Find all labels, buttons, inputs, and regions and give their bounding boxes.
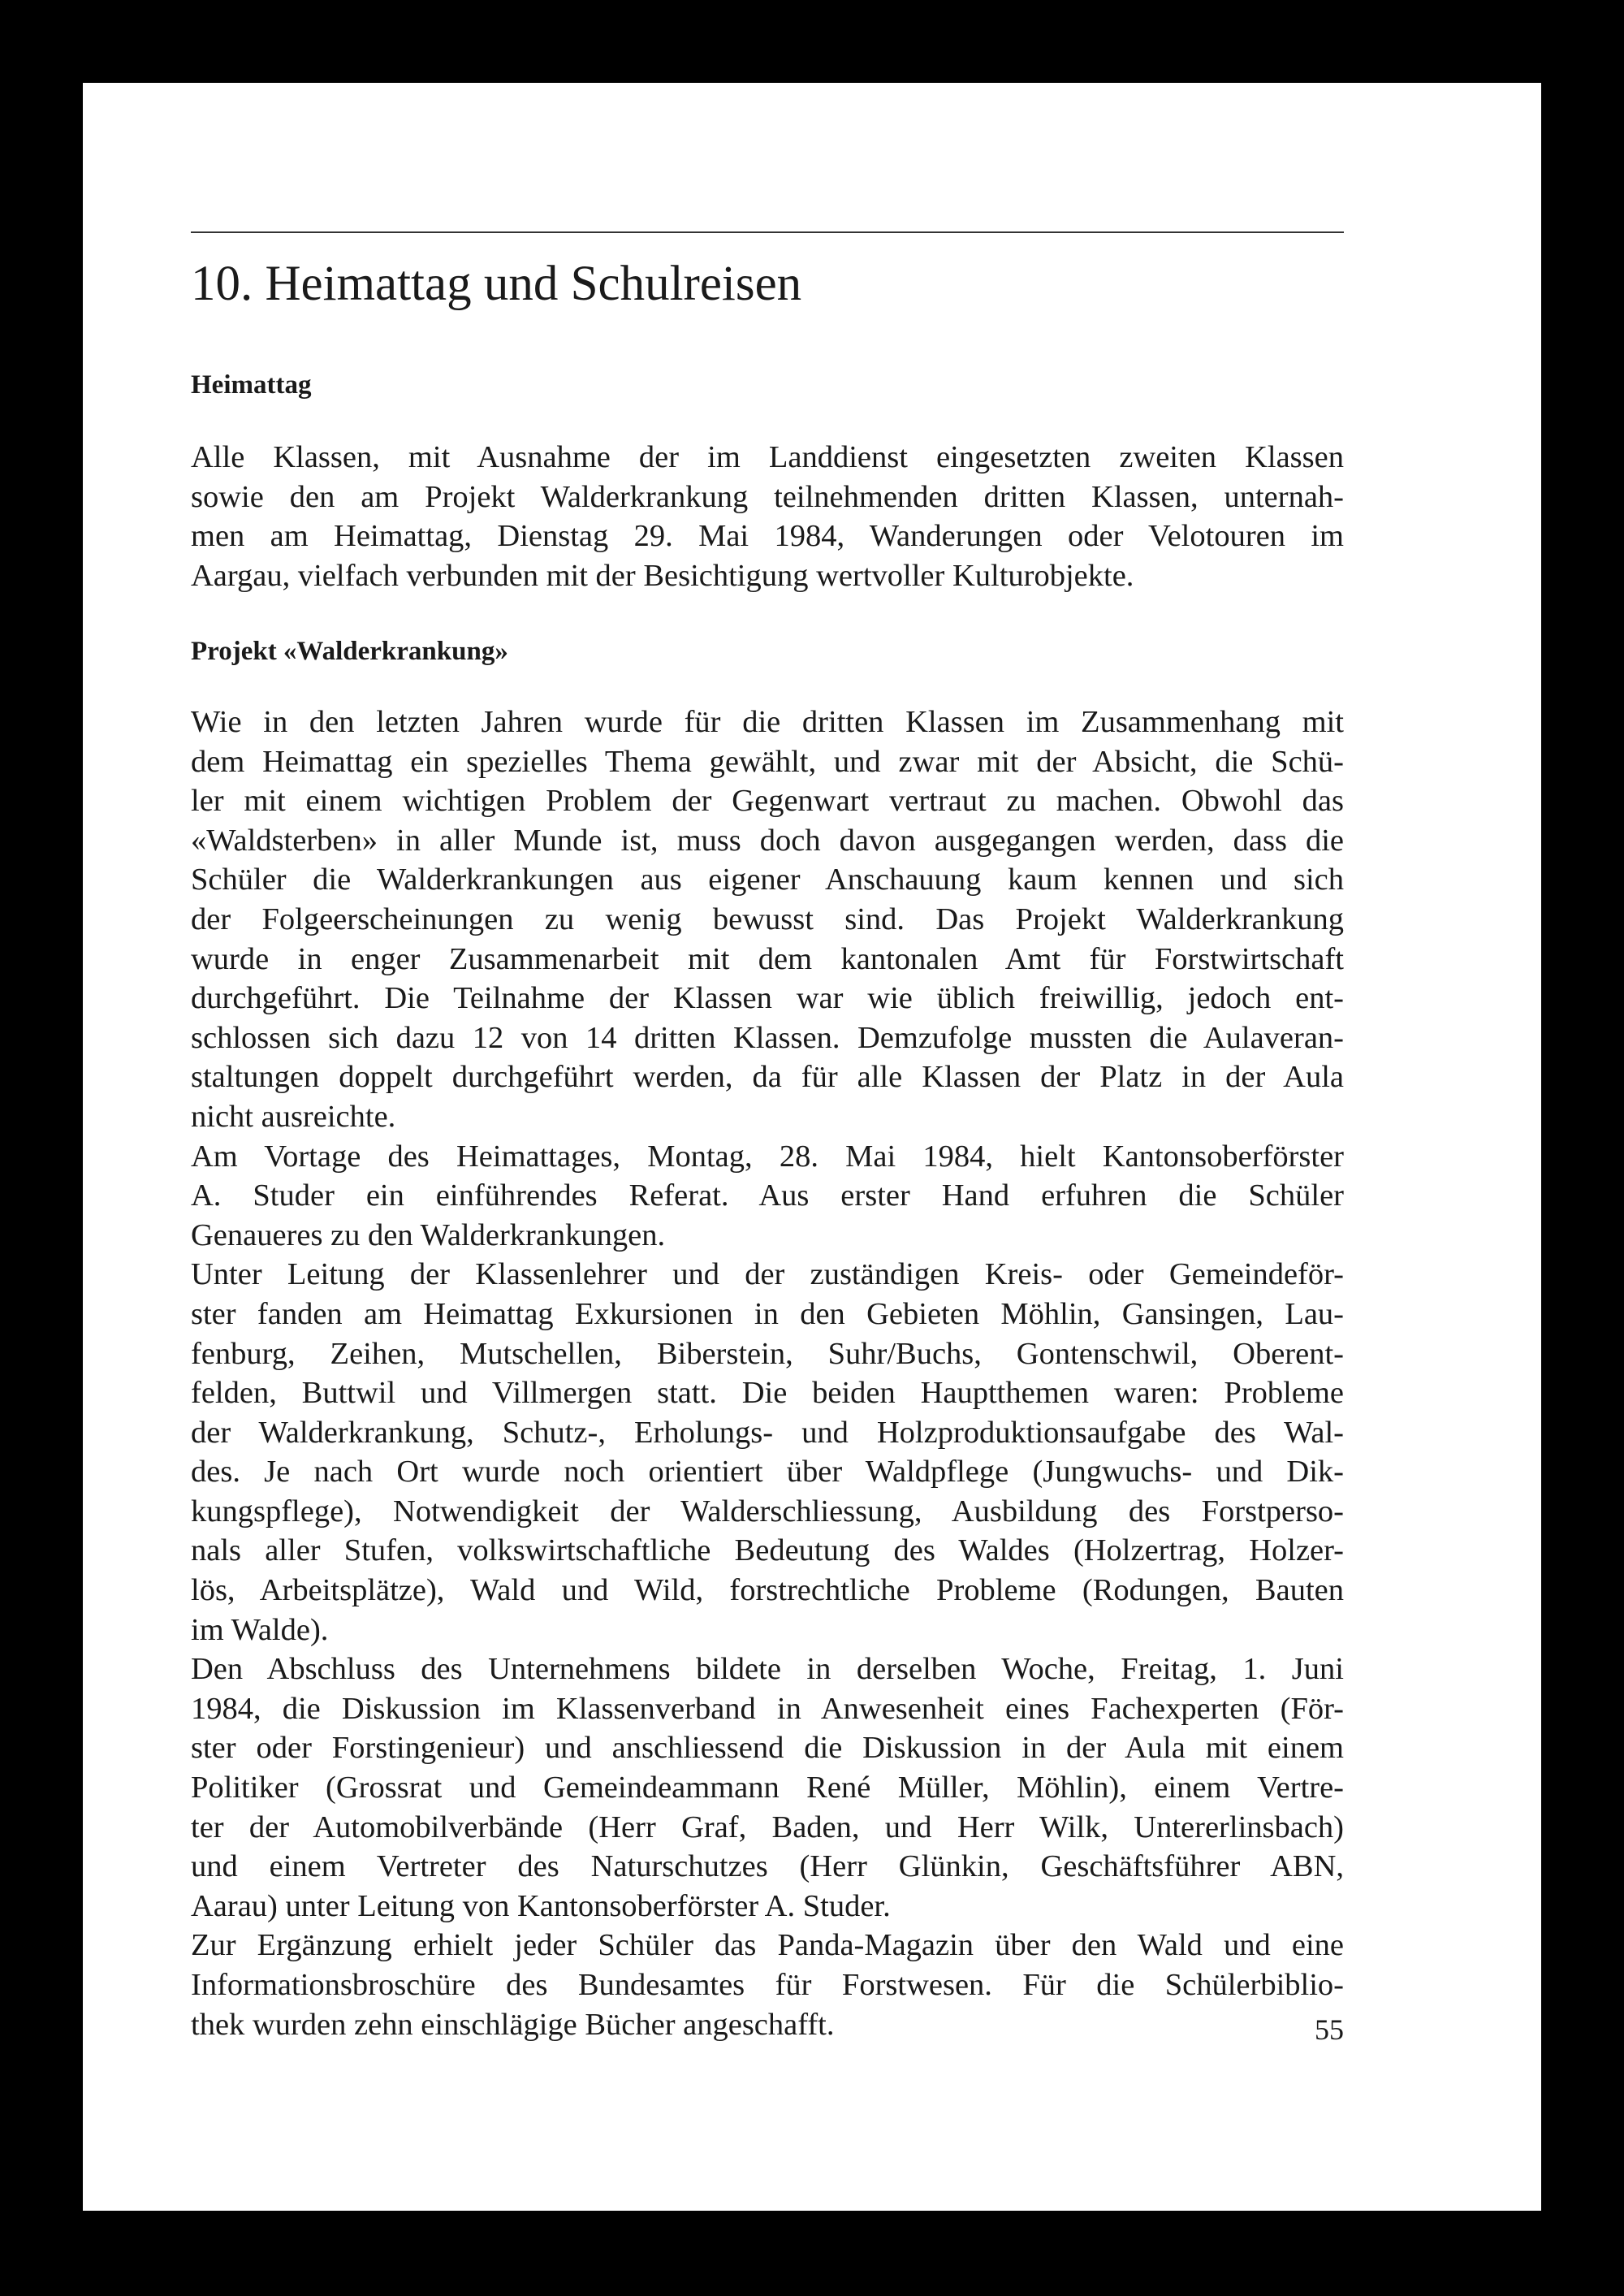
chapter-rule: [191, 231, 1344, 233]
text-line: Schüler die Walderkrankungen aus eigener Anschauung kaum kennen und sich: [191, 863, 1344, 897]
text-line: Zur Ergänzung erhielt jeder Schüler das Panda-Magazin über den Wald und eine: [191, 1928, 1344, 1963]
text-line: Unter Leitung der Klassenlehrer und der zuständigen Kreis- oder Gemeindeför-: [191, 1257, 1344, 1292]
text-line: staltungen doppelt durchgeführt werden, da für alle Klassen der Platz in der Aula: [191, 1060, 1344, 1095]
text-line: dem Heimattag ein spezielles Thema gewählt, und zwar mit der Absicht, die Schü-: [191, 744, 1344, 779]
text-line: Aarau) unter Leitung von Kantonsoberförster A. Studer.: [191, 1888, 891, 1923]
text-line: Genaueres zu den Walderkrankungen.: [191, 1217, 666, 1252]
text-line: thek wurden zehn einschlägige Bücher angeschafft.: [191, 2007, 835, 2042]
chapter-title: 10. Heimattag und Schulreisen: [191, 257, 802, 311]
section-heading-heimattag: Heimattag: [191, 370, 312, 400]
text-line: ler mit einem wichtigen Problem der Gegenwart vertraut zu machen. Obwohl das: [191, 784, 1344, 819]
page-number: 55: [1315, 2013, 1344, 2046]
text-line: der Walderkrankung, Schutz-, Erholungs- und Holzproduktionsaufgabe des Wal-: [191, 1415, 1344, 1450]
text-line: lös, Arbeitsplätze), Wald und Wild, forstrechtliche Probleme (Rodungen, Bauten: [191, 1573, 1344, 1608]
text-line: A. Studer ein einführendes Referat. Aus erster Hand erfuhren die Schüler: [191, 1178, 1344, 1213]
text-line: ster fanden am Heimattag Exkursionen in den Gebieten Möhlin, Gansingen, Lau-: [191, 1296, 1344, 1331]
text-line: Aargau, vielfach verbunden mit der Besichtigung wertvoller Kulturobjekte.: [191, 558, 1134, 593]
text-line: Den Abschluss des Unternehmens bildete in derselben Woche, Freitag, 1. Juni: [191, 1652, 1344, 1687]
text-line: wurde in enger Zusammenarbeit mit dem kantonalen Amt für Forstwirtschaft: [191, 941, 1344, 976]
text-line: kungspflege), Notwendigkeit der Walderschliessung, Ausbildung des Forstperso-: [191, 1494, 1344, 1529]
text-line: Informationsbroschüre des Bundesamtes für Forstwesen. Für die Schülerbiblio-: [191, 1968, 1344, 2002]
text-line: nals aller Stufen, volkswirtschaftliche Bedeutung des Waldes (Holzertrag, Holzer-: [191, 1533, 1344, 1568]
paragraph-heimattag: [191, 438, 1344, 595]
text-line: und einem Vertreter des Naturschutzes (Herr Glünkin, Geschäftsführer ABN,: [191, 1849, 1344, 1884]
paragraph-projekt-walderkrankung: [191, 703, 1344, 2044]
text-line: 1984, die Diskussion im Klassenverband in Anwesenheit eines Fachexperten (För-: [191, 1691, 1344, 1726]
text-line: ter der Automobilverbände (Herr Graf, Baden, und Herr Wilk, Untererlinsbach): [191, 1810, 1344, 1844]
text-line: durchgeführt. Die Teilnahme der Klassen war wie üblich freiwillig, jedoch ent-: [191, 981, 1344, 1016]
text-line: ster oder Forstingenieur) und anschliessend die Diskussion in der Aula mit einem: [191, 1731, 1344, 1766]
text-line: felden, Buttwil und Villmergen statt. Die beiden Hauptthemen waren: Probleme: [191, 1376, 1344, 1411]
text-line: nicht ausreichte.: [191, 1099, 396, 1134]
text-line: des. Je nach Ort wurde noch orientiert über Waldpflege (Jungwuchs- und Dik-: [191, 1455, 1344, 1490]
text-line: der Folgeerscheinungen zu wenig bewusst sind. Das Projekt Walderkrankung: [191, 902, 1344, 936]
text-line: Wie in den letzten Jahren wurde für die dritten Klassen im Zusammenhang mit: [191, 705, 1344, 739]
section-heading-projekt-walderkrankung: Projekt «Walderkrankung»: [191, 637, 508, 666]
text-line: Am Vortage des Heimattages, Montag, 28. Mai 1984, hielt Kantonsoberförster: [191, 1139, 1344, 1174]
text-line: Alle Klassen, mit Ausnahme der im Landdienst eingesetzten zweiten Klassen: [191, 440, 1344, 474]
text-line: sowie den am Projekt Walderkrankung teilnehmenden dritten Klassen, unternah-: [191, 479, 1344, 514]
text-line: men am Heimattag, Dienstag 29. Mai 1984, Wanderungen oder Velotouren im: [191, 519, 1344, 554]
document-page: [83, 83, 1541, 2211]
text-line: fenburg, Zeihen, Mutschellen, Biberstein, Suhr/Buchs, Gontenschwil, Oberent-: [191, 1336, 1344, 1371]
text-line: schlossen sich dazu 12 von 14 dritten Klassen. Demzufolge mussten die Aulaveran-: [191, 1020, 1344, 1055]
text-line: Politiker (Grossrat und Gemeindeammann René Müller, Möhlin), einem Vertre-: [191, 1771, 1344, 1805]
text-line: «Waldsterben» in aller Munde ist, muss doch davon ausgegangen werden, dass die: [191, 823, 1344, 858]
text-line: im Walde).: [191, 1612, 329, 1647]
